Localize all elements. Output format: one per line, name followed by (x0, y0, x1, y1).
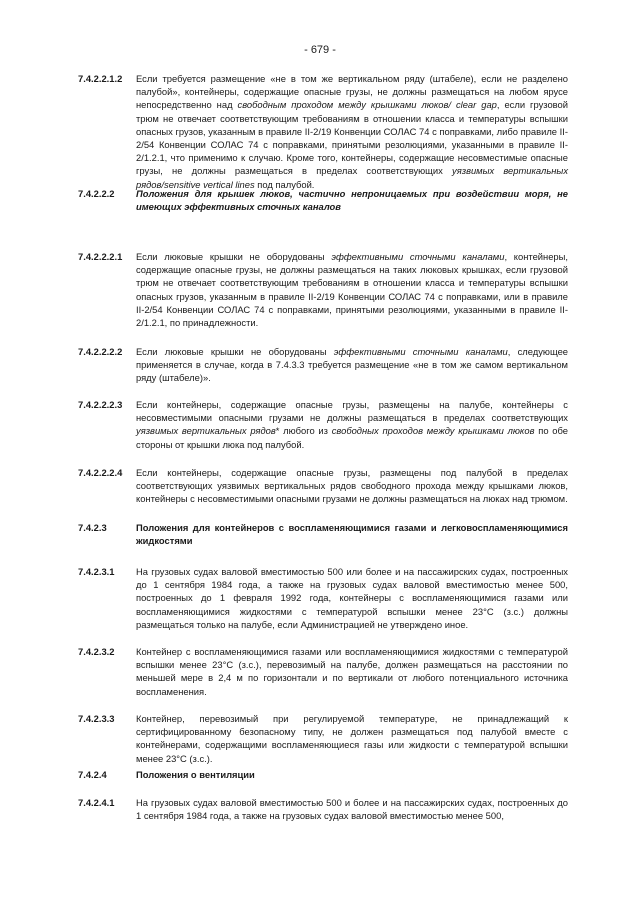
section-number: 7.4.2.4.1 (78, 797, 115, 808)
text-run: Положения для контейнеров с воспламеняющимися газами и легковоспламеняющимися жидкостями (136, 522, 568, 547)
italic-term: свободных проходов между крышками люков (331, 425, 535, 437)
section-number: 7.4.2.2.2.2 (78, 346, 123, 357)
italic-term: эффективными сточными каналами (331, 251, 505, 262)
text-run: Если контейнеры, содержащие опасные грузы, размещены на палубе, контейнеры с несовместимыми опасными грузами не должны размещаться в пределах соответствующих (136, 399, 568, 424)
text-run: На грузовых судах валовой вместимостью 500 и более и на пассажирских судах, построенных до 1 сентября 1984 года, а также на грузовых судах валовой вместимостью менее 500, (136, 797, 568, 822)
section-number: 7.4.2.2.2.3 (78, 399, 123, 410)
italic-term: эффективными сточными каналами (333, 346, 508, 357)
section-2 (78, 250, 568, 329)
section-paragraph (136, 398, 568, 451)
section-0 (78, 72, 568, 191)
section-heading (136, 768, 568, 781)
section-paragraph (136, 565, 568, 631)
section-4 (78, 398, 568, 451)
text-run: Положения о вентиляции (136, 769, 255, 780)
section-6 (78, 521, 568, 547)
text-run: Если люковые крышки не оборудованы (136, 346, 334, 357)
section-number: 7.4.2.2.1.2 (78, 73, 123, 84)
section-number: 7.4.2.2.2.4 (78, 467, 123, 478)
section-8 (78, 645, 568, 698)
section-number: 7.4.2.2.2 (78, 188, 115, 199)
italic-term: уязвимых вертикальных рядов/sensitive vertical lines (136, 165, 569, 190)
text-run: , следующее применяется в случае, когда в 7.4.3.3 требуется размещение «не в том же самом вертикальном ряду (штабеле)». (136, 346, 568, 384)
text-run: Положения для крышек люков, частично непроницаемых при воздействии моря, не имеющих эффективных сточных каналов (136, 188, 568, 213)
section-paragraph (136, 345, 568, 385)
text-run: Контейнер с воспламеняющимися газами или воспламеняющимися жидкостями с температурой вспышки менее 23°C (з.с.), перевозимый на палубе, должен размещаться на расстоянии по меньшей мере в 2,4 м по горизонтали и по вертикали от любого потенциального источника воспламенения. (136, 646, 568, 697)
text-run: по обе стороны от крышки люка под палубой. (136, 425, 568, 450)
page-number: - 679 - (304, 44, 336, 56)
text-run: под палубой. (254, 178, 315, 190)
section-paragraph (136, 645, 568, 698)
section-number: 7.4.2.3.1 (78, 566, 115, 577)
section-heading (136, 521, 568, 547)
section-paragraph (136, 796, 568, 822)
section-paragraph (136, 250, 568, 329)
text-run: Если люковые крышки не оборудованы (136, 251, 332, 262)
section-paragraph (136, 72, 568, 191)
section-number: 7.4.2.3.2 (78, 646, 115, 657)
text-run: На грузовых судах валовой вместимостью 500 или более и на пассажирских судах, построенных до 1 сентября 1984 года, а также на грузовых судах валовой вместимостью менее 500, построенных до 1 февраля 1992 года, контейнеры с воспламеняющимися газами или воспламеняющимися жидкостями с температурой вспышки менее 23°C (з.с.) должны размещаться только на палубе, если Администрацией не утверждено иное. (136, 566, 568, 630)
section-number: 7.4.2.3.3 (78, 713, 115, 724)
text-run: , контейнеры, содержащие опасные грузы, не должны размещаться на таких люковых крышках, если грузовой трюм не отвечает соответствующим требованиям в отношении класса и температуры вспышки опасных грузов, указанным в правиле II-2/19 Конвенции СОЛАС 74 с поправками, или в правиле II-2/54 Конвенции СОЛАС 74 с поправками, принятыми резолюциями, указанными в правиле II-2/1.2.1, по принадлежности. (136, 251, 568, 329)
section-11 (78, 796, 568, 822)
section-5 (78, 466, 568, 506)
section-3 (78, 345, 568, 385)
section-7 (78, 565, 568, 631)
text-run: Если контейнеры, содержащие опасные грузы, размещены под палубой в пределах соответствующих уязвимых вертикальных рядов свободного прохода между крышками люков, контейнеры с несовместимыми опасными грузами не должны размещаться на люках над трюмом. (136, 467, 568, 505)
section-number: 7.4.2.2.2.1 (78, 251, 123, 262)
italic-term: свободным проходом между крышками люков/ clear gap (237, 99, 497, 111)
section-number: 7.4.2.4 (78, 769, 107, 780)
text-run: , если грузовой трюм не отвечает соответствующим требованиям в отношении класса и температуры вспышки опасных грузов, указанным в правиле II-2/19 Конвенции СОЛАС 74 с поправками, либо правиле II-2/54 Конвенции СОЛАС 74 с поправками, принятыми резолюциями, указанными в правиле II-2/1.2.1, что применимо к случаю. Кроме того, контейнеры, содержащие несовместимые опасные грузы, не должны размещаться в пределах соответствующих (136, 99, 568, 177)
italic-term: уязвимых вертикальных рядов (136, 425, 276, 437)
text-run: * любого из (275, 425, 332, 437)
text-run: Контейнер, перевозимый при регулируемой температуре, не принадлежащий к сертифицированному безопасному типу, не должен размещаться под палубой вместе с контейнерами, содержащими воспламеняющиеся газы или жидкости с температурой вспышки менее 23°C (з.с.). (136, 713, 568, 764)
section-heading (136, 187, 568, 213)
section-10 (78, 768, 568, 781)
section-number: 7.4.2.3 (78, 522, 107, 533)
section-1 (78, 187, 568, 213)
section-9 (78, 712, 568, 765)
text-run: Если требуется размещение «не в том же вертикальном ряду (штабеле), если не разделено палубой», контейнеры, содержащие опасные грузы, не должны размещаться на любом ярусе непосредственно над (136, 73, 568, 111)
section-paragraph (136, 466, 568, 506)
section-paragraph (136, 712, 568, 765)
